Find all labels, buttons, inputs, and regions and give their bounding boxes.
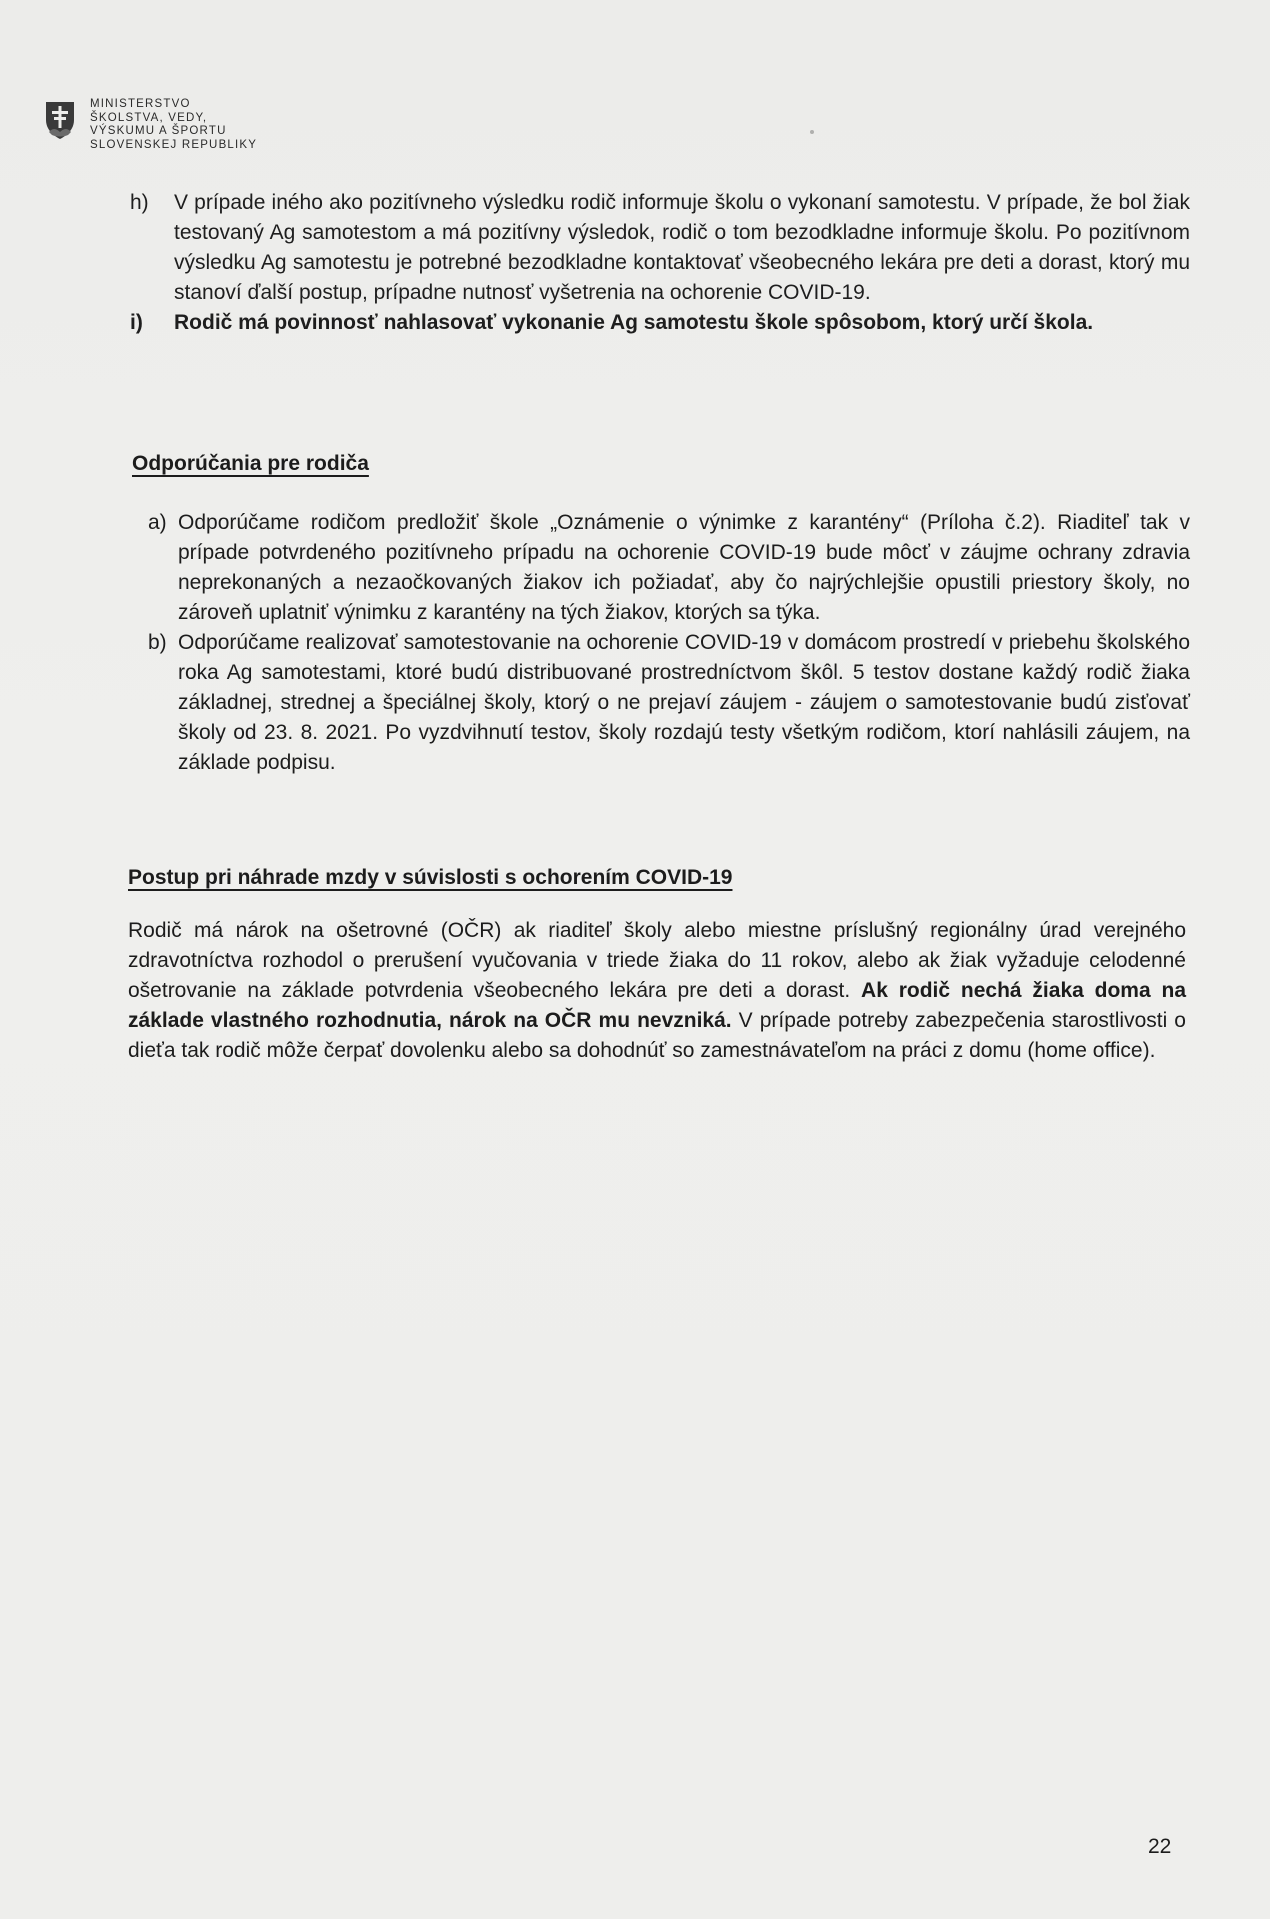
- list-marker: i): [130, 311, 143, 334]
- ministry-line: MINISTERSTVO: [90, 98, 191, 110]
- section-heading-recommendations: Odporúčania pre rodiča: [132, 452, 369, 475]
- paragraph-wage-compensation: [128, 916, 1186, 1066]
- list-marker: b): [148, 631, 167, 654]
- ministry-header: [44, 98, 257, 152]
- list-parent-obligations: [130, 188, 1190, 338]
- list-item-text: Rodič má povinnosť nahlasovať vykonanie Ag samotestu škole spôsobom, ktorý určí škola.: [174, 311, 1094, 334]
- paragraph-text: V prípade potreby zabezpečenia starostlivosti o dieťa tak rodič môže čerpať dovolenku alebo sa dohodnúť so zamestnávateľom na práci z domu (home office).: [128, 1009, 1186, 1062]
- list-item-i: [130, 308, 1190, 338]
- list-item-text: Odporúčame rodičom predložiť škole „Oznámenie o výnimke z karantény“ (Príloha č.2). Riaditeľ tak v prípade potvrdeného pozitívneho prípadu na ochorenie COVID-19 bude môcť v záujme ochrany zdravia neprekonaných a nezaočkovaných žiakov ich požiadať, aby čo najrýchlejšie opustili priestory školy, no zároveň uplatniť výnimku z karantény na tých žiakov, ktorých sa týka.: [178, 511, 1190, 624]
- list-item-a: [148, 508, 1190, 628]
- ministry-line: SLOVENSKEJ REPUBLIKY: [90, 138, 258, 151]
- list-recommendations: [148, 508, 1190, 778]
- ministry-line: ŠKOLSTVA, VEDY,: [90, 111, 208, 124]
- list-item-h: [130, 188, 1190, 308]
- ministry-line: VÝSKUMU A ŠPORTU: [90, 125, 227, 137]
- list-item-text: Odporúčame realizovať samotestovanie na ochorenie COVID-19 v domácom prostredí v priebehu školského roka Ag samotestami, ktoré budú distribuované prostredníctvom škôl. 5 testov dostane každý rodič žiaka základnej, strednej a špeciálnej školy, ktorý o ne prejaví záujem - záujem o samotestovanie budú zisťovať školy od 23. 8. 2021. Po vyzdvihnutí testov, školy rozdajú testy všetkým rodičom, ktorí nahlásili záujem, na základe podpisu.: [178, 631, 1190, 774]
- paragraph-bold-text: Ak rodič nechá žiaka doma na základe vlastného rozhodnutia, nárok na OČR mu nevzniká.: [128, 979, 1187, 1032]
- list-marker: a): [148, 511, 167, 534]
- page-number: 22: [1148, 1835, 1172, 1858]
- paragraph-text: Rodič má nárok na ošetrovné (OČR) ak riaditeľ školy alebo miestne príslušný regionálny úrad verejného zdravotníctva rozhodol o prerušení vyučovania v triede žiaka do 11 rokov, alebo ak žiak vyžaduje celodenné ošetrovanie na základe potvrdenia všeobecného lekára pre deti a dorast.: [128, 919, 1186, 1002]
- slovak-coat-of-arms-icon: [44, 100, 76, 140]
- list-item-b: [148, 628, 1190, 778]
- section-heading-wage-compensation: Postup pri náhrade mzdy v súvislosti s ochorením COVID-19: [128, 866, 733, 889]
- scan-speck: [810, 130, 814, 134]
- list-item-text: V prípade iného ako pozitívneho výsledku rodič informuje školu o vykonaní samotestu. V prípade, že bol žiak testovaný Ag samotestom a má pozitívny výsledok, rodič o tom bezodkladne informuje školu. Po pozitívnom výsledku Ag samotestu je potrebné bezodkladne kontaktovať všeobecného lekára pre deti a dorast, ktorý mu stanoví ďalší postup, prípadne nutnosť vyšetrenia na ochorenie COVID-19.: [174, 191, 1190, 304]
- ministry-name: [90, 98, 257, 152]
- list-marker: h): [130, 191, 149, 214]
